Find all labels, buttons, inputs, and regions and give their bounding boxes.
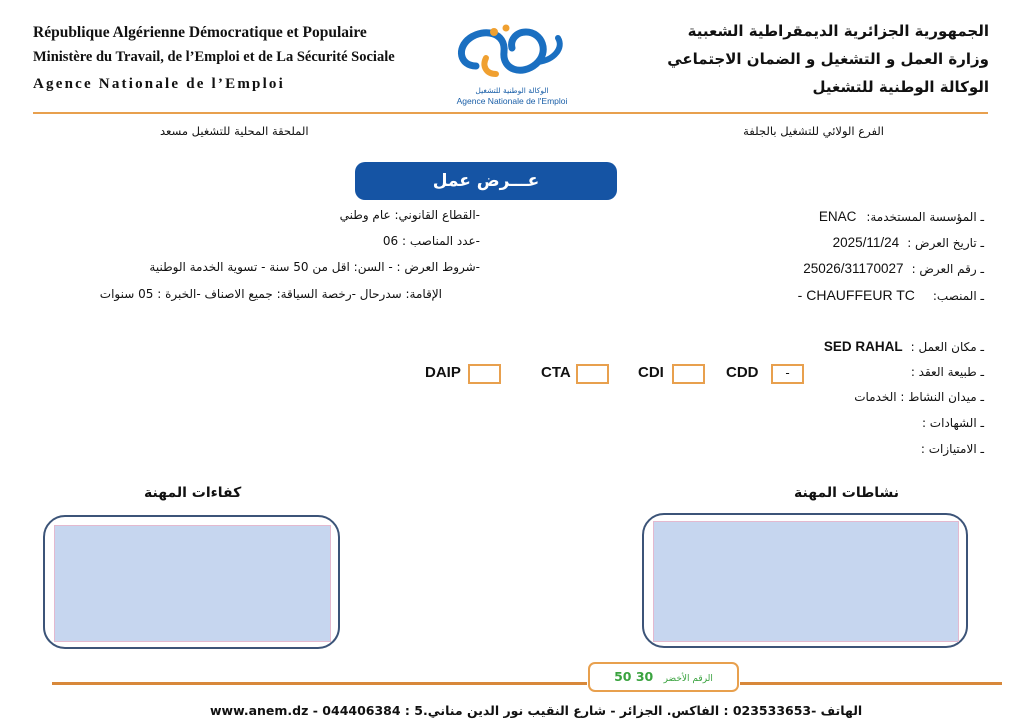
header-arabic-line-3: الوكالة الوطنية للتشغيل: [812, 78, 989, 96]
footer-divider-right: [740, 682, 1002, 685]
contract-cta-label: CTA: [541, 364, 571, 381]
header-french-line-2: Ministère du Travail, de l’Emploi et de La Sécurité Sociale: [33, 49, 395, 65]
logo-caption-arabic: الوكالة الوطنية للتشغيل: [475, 86, 549, 95]
field-privileges: ـ الامتيازات :: [920, 442, 984, 456]
field-employer-label: ـ المؤسسة المستخدمة:: [866, 210, 984, 224]
branch-wilaya: الفرع الولائي للتشغيل بالجلفة: [743, 124, 884, 138]
contract-daip-checkbox[interactable]: [468, 364, 501, 384]
field-offer-date: [833, 234, 984, 252]
field-offer-number: [803, 260, 984, 278]
field-post-count: -عدد المناصب : 06: [382, 234, 480, 248]
header-french-line-1: République Algérienne Démocratique et Populaire: [33, 24, 367, 41]
branch-local: الملحقة المحلية للتشغيل مسعد: [160, 124, 309, 138]
contract-daip-label: DAIP: [425, 364, 461, 381]
field-employer: [819, 208, 984, 226]
header-arabic-line-2: وزارة العمل و التشغيل و الضمان الاجتماعي: [667, 50, 989, 68]
field-employer-value: ENAC: [818, 209, 857, 224]
field-contract-label: ـ طبيعة العقد :: [910, 365, 984, 379]
field-diplomas: ـ الشهادات :: [921, 416, 984, 430]
contract-cdi-label: CDI: [638, 364, 664, 381]
green-number-label: الرقم الأخضر: [663, 674, 713, 684]
field-offer-date-value: 2025/11/24: [832, 235, 900, 250]
header-french-line-3: Agence Nationale de l’Emploi: [33, 76, 286, 92]
field-offer-number-label: ـ رقم العرض :: [911, 262, 984, 276]
header-arabic-line-1: الجمهورية الجزائرية الديمقراطية الشعبية: [687, 22, 989, 40]
green-number-badge: [588, 662, 739, 692]
field-work-place-value: SED RAHAL: [823, 339, 903, 354]
competencies-panel[interactable]: [43, 515, 340, 649]
footer-divider-left: [52, 682, 587, 685]
contract-cdd-label: CDD: [726, 364, 759, 381]
field-residence: الإقامة: سدرحال -رخصة السياقة: جميع الاصناف -الخبرة : 05 سنوات: [99, 287, 442, 301]
header-divider: [33, 112, 988, 114]
field-position-value: CHAUFFEUR TC -: [797, 287, 915, 303]
field-position-label: ـ المنصب:: [932, 289, 984, 303]
activities-panel-content[interactable]: [653, 521, 959, 642]
page-title: عـــرض عمل: [355, 162, 617, 200]
section-competencies-title: كفاءات المهنة: [144, 485, 242, 501]
field-offer-number-value: 25026/31170027: [803, 261, 904, 276]
field-work-place-label: ـ مكان العمل :: [910, 340, 984, 354]
competencies-panel-content[interactable]: [54, 525, 331, 642]
footer-contact: www.anem.dz - 044406384 : الهاتف -023533653 : الفاكس. الجزائر - شارع النقيب نور الدين مناني.5: [210, 703, 863, 718]
contract-cdi-checkbox[interactable]: [672, 364, 705, 384]
section-activities-title: نشاطات المهنة: [794, 485, 900, 501]
field-activity-domain: ـ ميدان النشاط : الخدمات: [854, 390, 984, 404]
contract-cta-checkbox[interactable]: [576, 364, 609, 384]
field-work-place: [824, 338, 984, 356]
field-legal-sector: -القطاع القانوني: عام وطني: [339, 208, 480, 222]
field-offer-date-label: ـ تاريخ العرض :: [907, 236, 984, 250]
green-number-value: 30 50: [614, 669, 654, 684]
activities-panel[interactable]: [642, 513, 968, 648]
field-position: [798, 287, 984, 305]
logo-caption-french: Agence Nationale de l'Emploi: [456, 96, 568, 106]
contract-cdd-checkbox[interactable]: -: [771, 364, 804, 384]
field-conditions: -شروط العرض : - السن: اقل من 50 سنة - تسوية الخدمة الوطنية: [149, 260, 480, 274]
